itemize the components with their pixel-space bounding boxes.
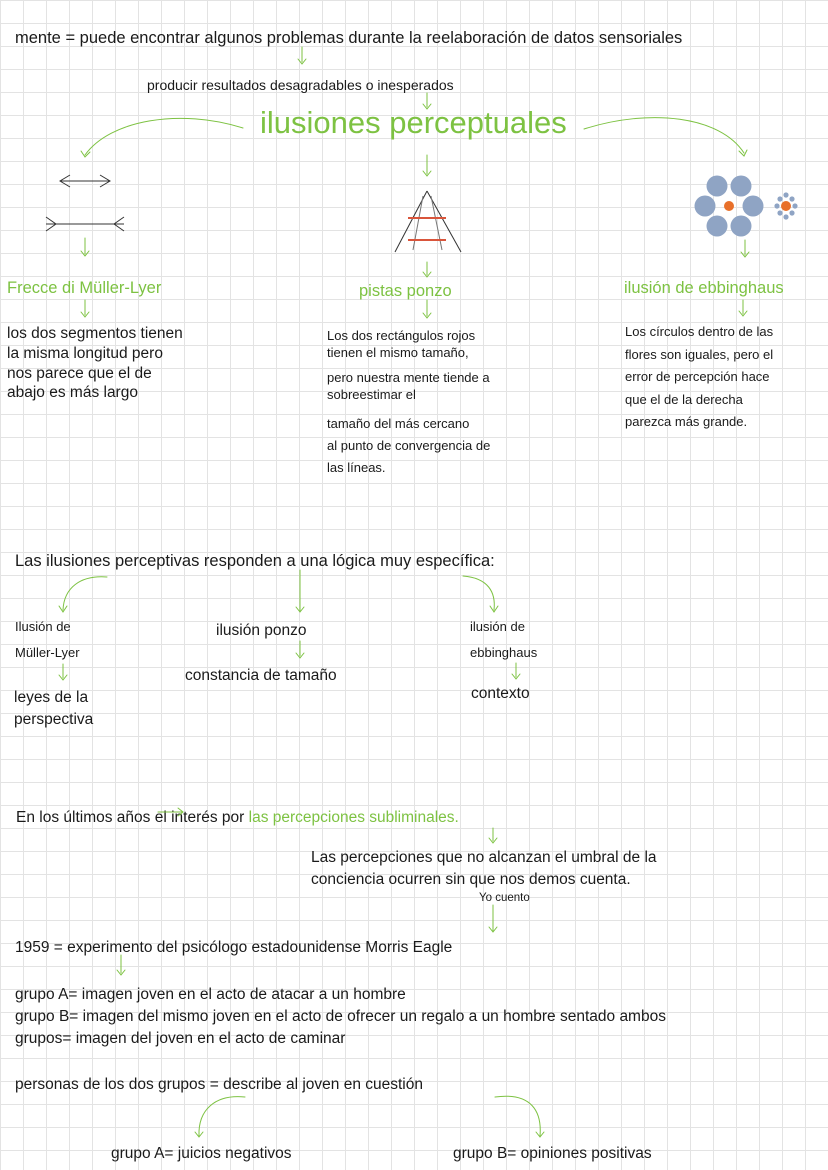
- result-b-text: grupo B= opiniones positivas: [453, 1145, 652, 1162]
- logic-intro-text: Las ilusiones perceptivas responden a una lógica muy específica:: [15, 552, 495, 570]
- ebbinghaus-line: que el de la derecha: [625, 391, 743, 407]
- ebbinghaus-line: error de percepción hace: [625, 369, 770, 384]
- logic-muller-label-1: Ilusión de: [15, 619, 71, 634]
- ebbinghaus-line: Los círculos dentro de las: [625, 324, 774, 339]
- muller-lyer-line: abajo es más largo: [7, 384, 138, 402]
- logic-muller-result-2: perspectiva: [14, 711, 94, 728]
- group-a-text: grupo A= imagen joven en el acto de atacar a un hombre: [15, 986, 406, 1003]
- logic-ebbinghaus-label-2: ebbinghaus: [470, 645, 538, 660]
- subliminal-definition-2: conciencia ocurren sin que nos demos cuenta.: [311, 871, 631, 888]
- logic-ponzo-result: constancia de tamaño: [185, 667, 337, 684]
- ponzo-line: sobreestimar el: [327, 387, 416, 402]
- group-b-text: grupo B= imagen del mismo joven en el acto de ofrecer un regalo a un hombre sentado ambos: [15, 1008, 666, 1025]
- muller-lyer-line: nos parece que el de: [7, 364, 152, 382]
- muller-lyer-illustration: [46, 175, 124, 231]
- ponzo-illustration: [395, 191, 461, 252]
- ebbinghaus-line: parezca más grande.: [625, 414, 748, 429]
- muller-lyer-description: [7, 324, 183, 403]
- logic-ponzo-label: ilusión ponzo: [216, 622, 307, 639]
- groups-text: grupos= imagen del joven en el acto de caminar: [15, 1030, 346, 1047]
- ebbinghaus-heading: ilusión de ebbinghaus: [624, 279, 784, 297]
- sub-text: producir resultados desagradables o inesperados: [147, 77, 454, 93]
- logic-ebbinghaus-label-1: ilusión de: [470, 619, 525, 634]
- experiment-text: 1959 = experimento del psicólogo estadounidense Morris Eagle: [15, 939, 453, 956]
- ponzo-description-3: [327, 413, 490, 479]
- ponzo-line: tamaño del más cercano: [327, 416, 470, 431]
- ponzo-description: [327, 327, 475, 361]
- logic-ebbinghaus-result: contexto: [471, 685, 530, 702]
- ponzo-line: tienen el mismo tamaño,: [327, 345, 469, 360]
- ebbinghaus-illustration: [695, 176, 798, 237]
- subliminal-definition-1: Las percepciones que no alcanzan el umbral de la: [311, 849, 657, 866]
- muller-lyer-line: los dos segmentos tienen: [7, 325, 183, 342]
- muller-lyer-line: la misma longitud pero: [7, 344, 163, 362]
- logic-muller-result-1: leyes de la: [14, 689, 89, 706]
- page-title: ilusiones perceptuales: [260, 105, 567, 140]
- result-a-text: grupo A= juicios negativos: [111, 1145, 292, 1162]
- subliminal-highlight: las percepciones subliminales.: [248, 809, 459, 826]
- logic-muller-label-2: Müller-Lyer: [15, 645, 80, 660]
- subliminal-intro-text: En los últimos años el interés por: [16, 809, 249, 826]
- ebbinghaus-description: [625, 321, 773, 434]
- ponzo-line: pero nuestra mente tiende a: [327, 370, 490, 385]
- ponzo-heading: pistas ponzo: [359, 282, 452, 300]
- ebbinghaus-line: flores son iguales, pero el: [625, 346, 774, 362]
- ponzo-line: al punto de convergencia de: [327, 438, 491, 453]
- ponzo-line: Los dos rectángulos rojos: [327, 328, 476, 343]
- people-text: personas de los dos grupos = describe al joven en cuestión: [15, 1076, 423, 1093]
- ponzo-line: las líneas.: [327, 460, 386, 475]
- muller-lyer-heading: Frecce di Müller-Lyer: [7, 279, 162, 297]
- intro-text: mente = puede encontrar algunos problemas durante la reelaboración de datos sensoriales: [15, 29, 683, 47]
- ponzo-description-2: [327, 369, 490, 403]
- subliminal-intro: [16, 808, 459, 827]
- margin-note: Yo cuento: [479, 892, 530, 904]
